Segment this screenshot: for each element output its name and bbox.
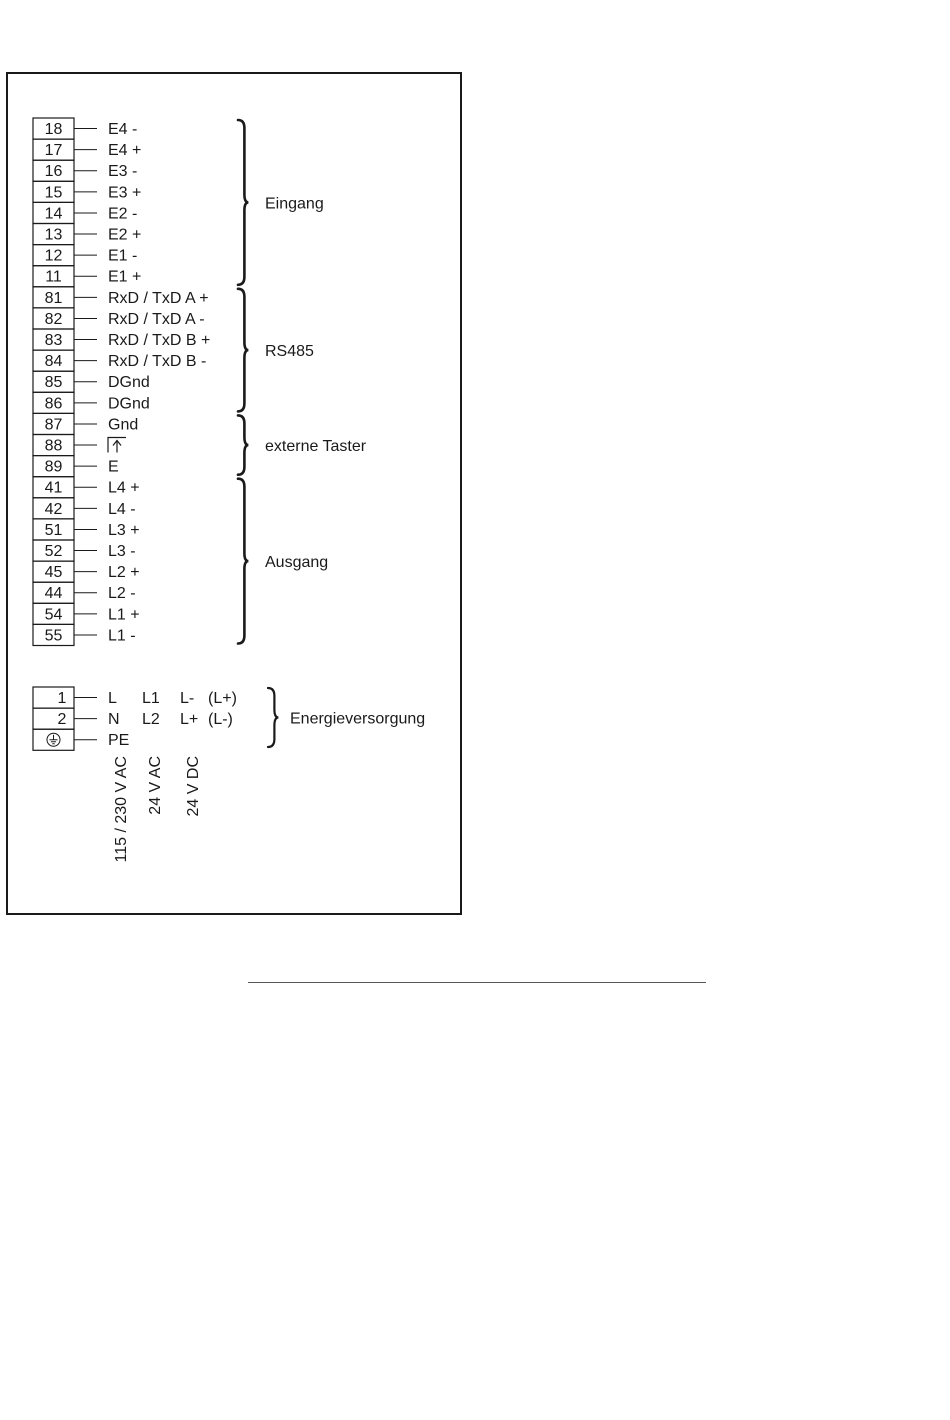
group-brace [238, 289, 248, 412]
terminal-signal: L1 - [108, 627, 136, 645]
terminal-number: 88 [44, 437, 63, 455]
terminal-number: 14 [44, 205, 63, 223]
terminal-number: 85 [44, 374, 63, 392]
terminal-signal: RxD / TxD A - [108, 310, 205, 328]
terminal-signal: L4 + [108, 479, 140, 497]
terminal-row [33, 456, 119, 477]
power-signal: L+ [180, 711, 199, 729]
ground-symbol-icon [47, 733, 60, 746]
terminal-number: 17 [44, 142, 63, 160]
voltage-variant-label: 24 V AC [147, 756, 164, 815]
power-group-label: Energieversorgung [290, 710, 426, 728]
footer-rule [248, 982, 706, 983]
signal-group [238, 120, 324, 285]
terminal-number: 87 [44, 416, 63, 434]
group-brace [238, 479, 248, 644]
terminal-number: 45 [44, 564, 63, 582]
terminal-signal: RxD / TxD B - [108, 353, 207, 371]
terminal-row [33, 435, 126, 456]
power-signal: N [108, 711, 120, 729]
terminal-row [33, 350, 206, 371]
terminal-number: 16 [44, 163, 63, 181]
terminal-signal: E4 - [108, 121, 138, 138]
terminal-row [33, 603, 140, 624]
terminal-number: 86 [44, 395, 63, 413]
terminal-number: 18 [44, 121, 63, 138]
terminal-box [33, 708, 74, 729]
power-terminal-row [33, 708, 233, 729]
terminal-number: 44 [44, 585, 63, 603]
terminal-number: 89 [44, 458, 63, 476]
terminal-row [33, 160, 137, 181]
terminal-number: 51 [44, 521, 63, 539]
group-label: RS485 [265, 343, 314, 361]
terminal-number: 84 [44, 353, 63, 371]
power-terminal-row [33, 687, 237, 708]
terminal-number: 82 [44, 310, 63, 328]
signal-group [238, 479, 328, 644]
terminal-number: 13 [44, 226, 63, 244]
terminal-signal: E4 + [108, 142, 142, 160]
terminal-signal: L4 - [108, 500, 136, 518]
signal-group [238, 289, 314, 412]
terminal-number: 52 [44, 543, 63, 560]
terminal-number: 41 [44, 479, 63, 497]
power-signal: PE [108, 732, 130, 750]
terminal-signal: E [108, 458, 119, 476]
terminal-number: 55 [44, 627, 63, 645]
terminal-signal: L1 + [108, 606, 140, 624]
group-label: Eingang [265, 195, 324, 213]
terminal-row [33, 519, 140, 540]
power-signal: L1 [142, 690, 160, 707]
terminal-signal: RxD / TxD A + [108, 289, 209, 307]
terminal-number: 1 [57, 690, 67, 707]
terminal-row [33, 540, 136, 561]
terminal-signal: L2 - [108, 585, 136, 603]
terminal-row [33, 477, 140, 498]
pushbutton-symbol-icon [108, 438, 126, 453]
terminal-row [33, 329, 210, 350]
power-signal: L- [180, 690, 195, 707]
power-signal: L [108, 690, 117, 707]
terminal-signal: E3 + [108, 184, 142, 202]
terminal-number: 2 [57, 711, 67, 729]
group-label: externe Taster [265, 438, 367, 456]
terminal-signal: E1 + [108, 268, 142, 286]
terminal-signal: RxD / TxD B + [108, 332, 211, 349]
power-signal: L2 [142, 711, 160, 729]
terminal-row [33, 308, 205, 329]
power-terminal-row [33, 729, 129, 750]
power-signal: (L-) [208, 711, 233, 729]
power-signal: (L+) [208, 690, 237, 707]
terminal-row [33, 287, 209, 308]
power-brace [268, 688, 278, 747]
terminal-row [33, 582, 136, 603]
terminal-row [33, 266, 141, 287]
terminal-box [33, 687, 74, 708]
terminal-row [33, 392, 150, 413]
voltage-variant-label: 24 V DC [185, 756, 202, 817]
terminal-row [33, 181, 141, 202]
terminal-number: 54 [44, 606, 63, 624]
terminal-signal: E2 - [108, 205, 138, 223]
terminal-number: 12 [44, 247, 63, 265]
terminal-row [33, 118, 137, 139]
group-label: Ausgang [265, 554, 329, 572]
terminal-row [33, 561, 140, 582]
terminal-number: 81 [44, 289, 63, 307]
terminal-signal: L3 + [108, 521, 140, 539]
terminal-signal: DGnd [108, 395, 150, 413]
terminal-row [33, 371, 150, 392]
signal-group [238, 415, 367, 474]
group-brace [238, 415, 248, 474]
terminal-number: 11 [45, 268, 62, 286]
terminal-signal: L3 - [108, 543, 136, 560]
terminal-number: 42 [44, 500, 63, 518]
terminal-row [33, 498, 136, 519]
terminal-number: 83 [44, 332, 63, 349]
terminal-number: 15 [44, 184, 63, 202]
group-brace [238, 120, 248, 285]
terminal-signal: E2 + [108, 226, 142, 244]
voltage-variant-label: 115 / 230 V AC [113, 756, 130, 863]
terminal-row [33, 139, 141, 160]
terminal-signal: DGnd [108, 374, 150, 392]
terminal-signal: Gnd [108, 416, 139, 434]
terminal-row [33, 624, 136, 645]
terminal-row [33, 202, 137, 223]
terminal-row [33, 245, 137, 266]
terminal-signal: L2 + [108, 564, 140, 582]
terminal-row [33, 224, 141, 245]
terminal-row [33, 413, 138, 434]
terminal-signal: E1 - [108, 247, 138, 265]
terminal-signal: E3 - [108, 163, 138, 181]
